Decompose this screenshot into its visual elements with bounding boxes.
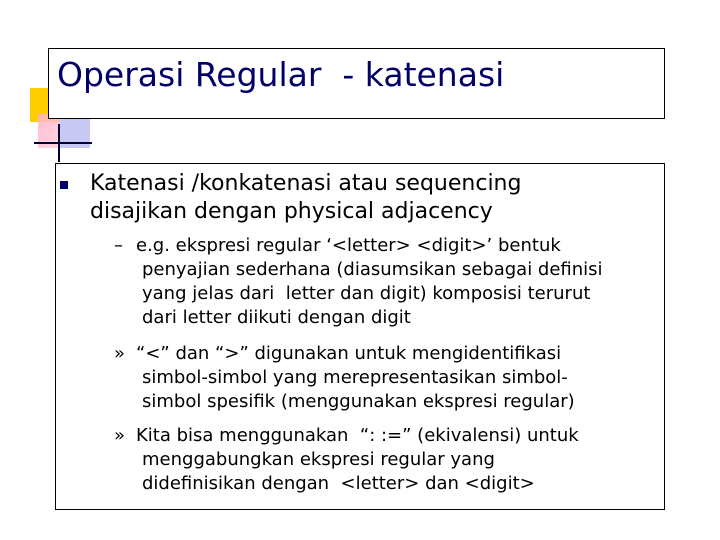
bullet-line: Katenasi /konkatenasi atau sequencing — [90, 171, 522, 196]
title-box — [48, 48, 665, 119]
sub-item-line: menggabungkan ekspresi regular yang — [142, 449, 495, 470]
sub-item-line: Kita bisa menggunakan “: :=” (ekivalensi) untuk — [136, 425, 579, 446]
sub-item-angle-brackets — [114, 342, 656, 414]
decorative-horizontal-line — [34, 142, 92, 144]
decorative-vertical-line — [58, 124, 60, 162]
sub-item-equivalence — [114, 424, 656, 496]
sub-item-line: yang jelas dari letter dan digit) komposisi terurut — [142, 283, 591, 304]
bullet-text — [90, 170, 650, 226]
sub-item-line: penyajian sederhana (diasumsikan sebagai definisi — [142, 259, 603, 280]
dash-marker: – — [114, 235, 123, 256]
sub-item-line: dari letter diikuti dengan digit — [142, 307, 411, 328]
guillemet-marker: » — [114, 343, 126, 364]
sub-item-line: simbol spesifik (menggunakan ekspresi regular) — [142, 391, 575, 412]
guillemet-marker: » — [114, 425, 126, 446]
sub-item-line: e.g. ekspresi regular ‘<letter> <digit>’ bentuk — [136, 235, 561, 256]
sub-item-line: simbol-simbol yang merepresentasikan simbol- — [142, 367, 568, 388]
sub-item-example — [114, 234, 656, 330]
square-bullet-icon — [60, 181, 68, 189]
bullet-line: disajikan dengan physical adjacency — [90, 199, 493, 224]
sub-item-line: didefinisikan dengan <letter> dan <digit> — [142, 473, 535, 494]
content-box — [55, 163, 665, 510]
slide-title: Operasi Regular - katenasi — [57, 55, 505, 94]
sub-item-line: “<” dan “>” digunakan untuk mengidentifikasi — [136, 343, 562, 364]
